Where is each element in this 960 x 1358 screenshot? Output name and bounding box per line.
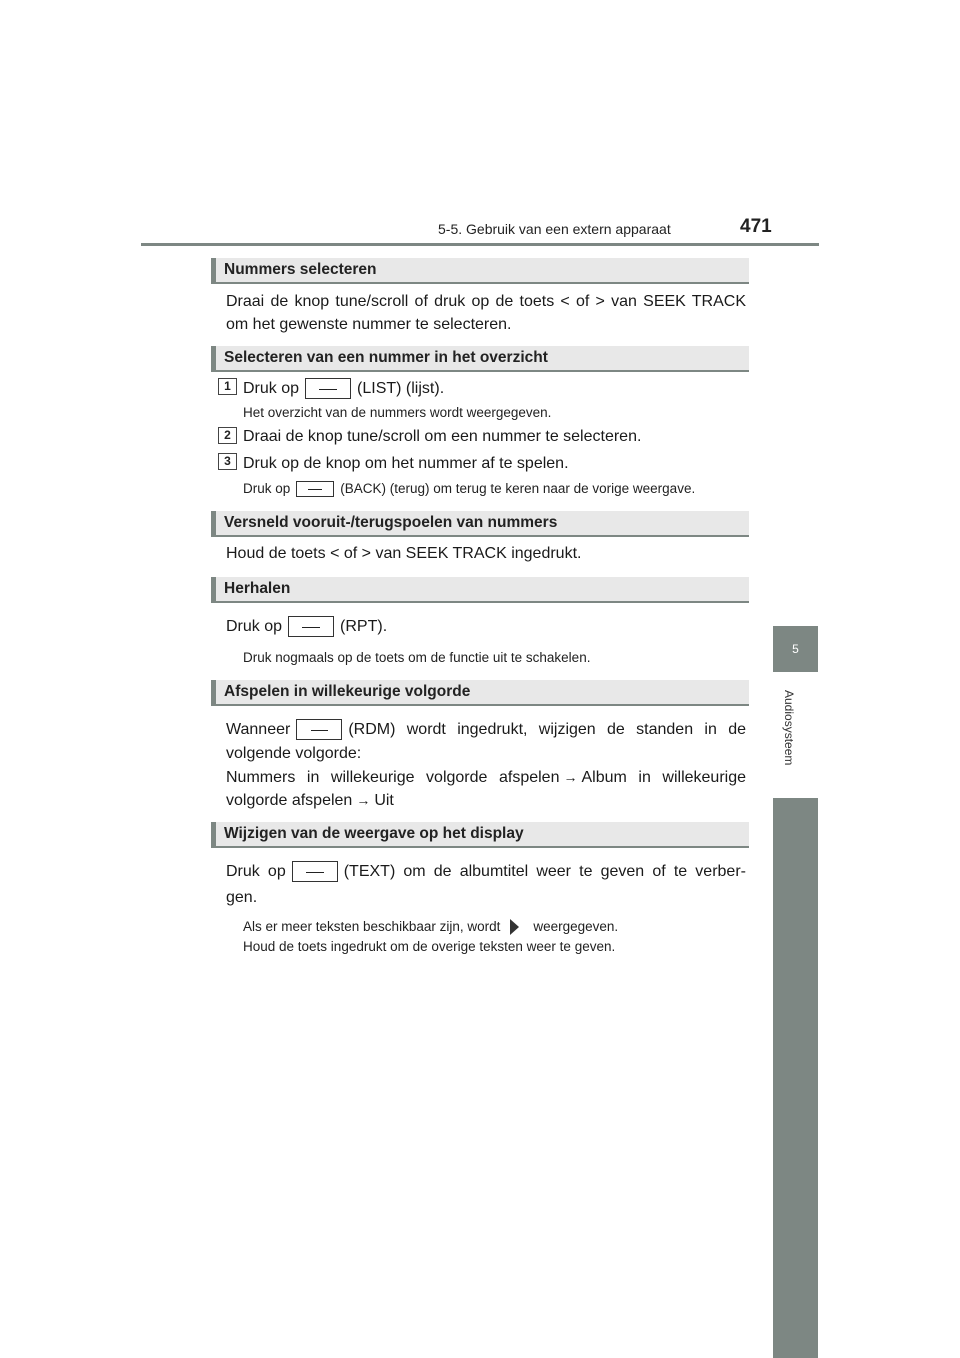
arrow-icon: → — [563, 769, 578, 785]
step-2-text: Draai de knop tune/scroll om een nummer te selecteren. — [243, 428, 642, 445]
section-heading-display: Wijzigen van de weergave op het display — [211, 822, 749, 848]
step-3-text: Druk op de knop om het nummer af te spelen. — [243, 455, 569, 472]
random-line-4 — [226, 788, 394, 813]
chapter-tab: 5 — [773, 626, 818, 672]
display-note-2: Houd de toets ingedrukt om de overige teksten weer te geven. — [243, 939, 616, 954]
random-line-4-a: volgorde afspelen — [226, 792, 353, 809]
display-note-1-pre: Als er meer teksten beschikbaar zijn, wordt — [243, 919, 501, 934]
page-number: 471 — [740, 216, 772, 237]
random-line-1 — [226, 718, 746, 742]
repeat-note: Druk nogmaals op de toets om de functie uit te schakelen. — [243, 650, 591, 665]
random-line-4-b: Uit — [374, 792, 394, 809]
select-tracks-line-1: Draai de knop tune/scroll of druk op de toets < of > van SEEK TRACK — [226, 293, 746, 310]
step-1-text — [243, 377, 444, 401]
chapter-tab-label — [782, 690, 805, 790]
chapter-tab-bar — [773, 798, 818, 1358]
arrow-icon: → — [356, 792, 371, 808]
step-1-note: Het overzicht van de nummers wordt weergegeven. — [243, 405, 552, 420]
header-rule — [141, 243, 819, 246]
random-line-3 — [226, 765, 746, 790]
step-1-post: (LIST) (lijst). — [357, 380, 445, 397]
random-line-3-b: Album in willekeurige — [581, 769, 746, 786]
display-line-1-post: (TEXT) om de albumtitel weer te geven of te verber- — [343, 863, 746, 880]
chapter-tab-label-text: Audiosysteem — [782, 690, 796, 766]
section-heading-fast-forward: Versneld vooruit-/terugspoelen van nummers — [211, 511, 749, 537]
list-button-icon — [305, 378, 351, 399]
back-button-icon — [296, 481, 334, 497]
random-line-3-a: Nummers in willekeurige volgorde afspelen — [226, 769, 560, 786]
chapter-heading: 5-5. Gebruik van een extern apparaat — [438, 221, 671, 237]
repeat-text — [226, 615, 387, 639]
text-button-icon — [292, 861, 338, 882]
step-3-note-pre: Druk op — [243, 481, 291, 496]
rdm-button-icon — [296, 719, 342, 740]
step-number-1: 1 — [218, 378, 237, 395]
fast-forward-text: Houd de toets < of > van SEEK TRACK ingedrukt. — [226, 545, 582, 562]
section-heading-select-tracks: Nummers selecteren — [211, 258, 749, 284]
display-note-1-post: weergegeven. — [533, 919, 619, 934]
random-line-2: volgende volgorde: — [226, 745, 362, 762]
display-note-1 — [243, 917, 618, 937]
step-number-2: 2 — [218, 427, 237, 444]
display-line-1 — [226, 860, 746, 884]
display-line-2: gen. — [226, 889, 258, 906]
random-line-1-pre: Wanneer — [226, 721, 291, 738]
repeat-pre: Druk op — [226, 618, 283, 635]
repeat-post: (RPT). — [340, 618, 388, 635]
step-1-pre: Druk op — [243, 380, 300, 397]
display-line-1-pre: Druk op — [226, 863, 286, 880]
random-line-1-post: (RDM) wordt ingedrukt, wijzigen de standen in de — [348, 721, 746, 738]
rpt-button-icon — [288, 616, 334, 637]
section-heading-repeat: Herhalen — [211, 577, 749, 603]
select-tracks-line-2: om het gewenste nummer te selecteren. — [226, 316, 512, 333]
more-text-indicator-icon — [510, 919, 519, 935]
step-3-note — [243, 479, 695, 499]
step-3-note-post: (BACK) (terug) om terug te keren naar de vorige weergave. — [340, 481, 696, 496]
section-heading-random: Afspelen in willekeurige volgorde — [211, 680, 749, 706]
section-heading-select-from-list: Selecteren van een nummer in het overzicht — [211, 346, 749, 372]
step-number-3: 3 — [218, 453, 237, 470]
